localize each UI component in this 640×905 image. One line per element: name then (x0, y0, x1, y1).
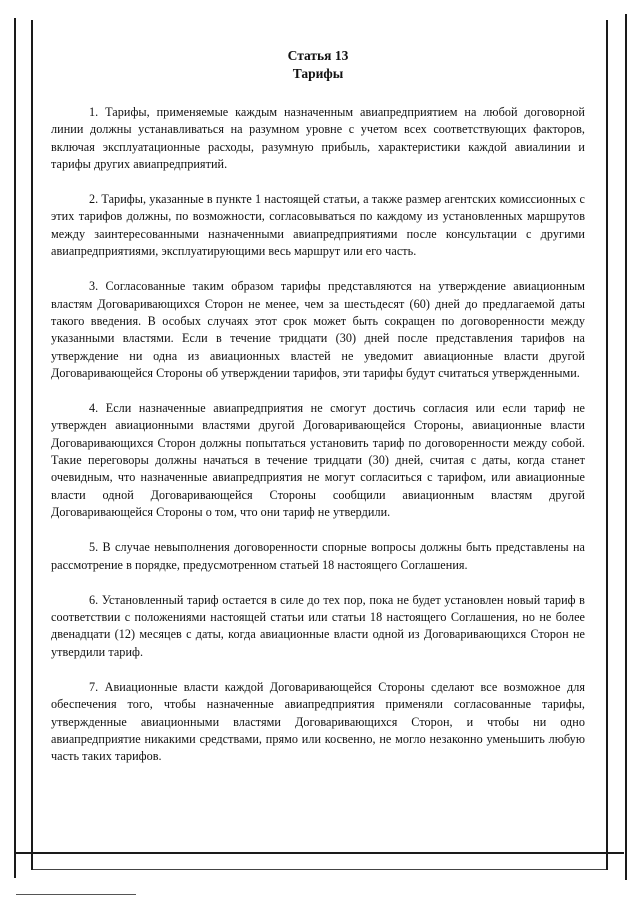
article-number: Статья 13 (287, 48, 349, 63)
article-title: Тарифы (292, 66, 344, 81)
page-border-bottom-inner (33, 869, 606, 870)
page-border-left-inner (31, 20, 33, 870)
page-border-left-outer (14, 18, 16, 878)
paragraph-2: 2. Тарифы, указанные в пункте 1 настоящей статьи, а также размер агентских комиссионных с этих тарифов должны, по возможности, согласовываться по каждому из установленных маршрутов между заинтересованными назначенными авиапредприятиями после консультации с другими авиапредприятиями, эксплуатирующими весь маршрут или его часть. (51, 192, 585, 259)
document-body (51, 48, 585, 784)
page-border-right-outer (625, 14, 627, 880)
paragraph-1: 1. Тарифы, применяемые каждым назначенным авиапредприятием на любой договорной линии должны устанавливаться на разумном уровне с учетом всех соответствующих факторов, включая эксплуатационные расходы, разумную прибыль, характеристики каждой авиалинии и тарифы других авиапредприятий. (51, 105, 585, 171)
paragraph-7: 7. Авиационные власти каждой Договаривающейся Стороны сделают все возможное для обеспечения того, чтобы назначенные авиапредприятия применяли согласованные тарифы, утвержденные авиационными властями Договаривающихся Сторон, и чтобы ни одно авиапредприятие никакими средствами, прямо или косвенно, не могло незаконно уменьшить любую часть таких тарифов. (51, 680, 585, 764)
page-border-right-inner (606, 20, 608, 870)
paragraph-4: 4. Если назначенные авиапредприятия не смогут достичь согласия или если тариф не утвержден авиационными властями другой Договаривающейся Стороны, авиационные власти Договаривающихся Сторон должны попытаться установить тариф по договоренности между собой. Такие переговоры должны начаться в течение тридцати (30) дней, считая с даты, когда станет очевидным, что назначенные авиапредприятия не могут согласиться с тарифом, или авиационные власти одной Договаривающейся Стороны сообщили авиационным властям другой Договаривающейся Стороны о том, что они тариф не утвердили. (51, 401, 585, 519)
paragraph-5: 5. В случае невыполнения договоренности спорные вопросы должны быть представлены на рассмотрение в порядке, предусмотренном статьей 18 настоящего Соглашения. (51, 540, 585, 572)
page-border-bottom (16, 852, 624, 854)
page-footer-rule (16, 894, 136, 895)
paragraph-3: 3. Согласованные таким образом тарифы представляются на утверждение авиационным властям Договаривающихся Сторон не менее, чем за шестьдесят (60) дней до предлагаемой даты такого введения. В особых случаях этот срок может быть сокращен по договоренности между указанными властями. Если в течение тридцати (30) дней после представления тарифов на утверждение ни одна из авиационных властей не уведомит авиационные власти другой Договаривающейся Стороны об утверждении тарифов, эти тарифы будут считаться утвержденными. (51, 279, 585, 380)
paragraph-6: 6. Установленный тариф остается в силе до тех пор, пока не будет установлен новый тариф в соответствии с положениями настоящей статьи или статьи 18 настоящего Соглашения, но не более двенадцати (12) месяцев с даты, когда авиационные власти одной из Договаривающихся Сторон не утвердили тариф. (51, 592, 585, 659)
